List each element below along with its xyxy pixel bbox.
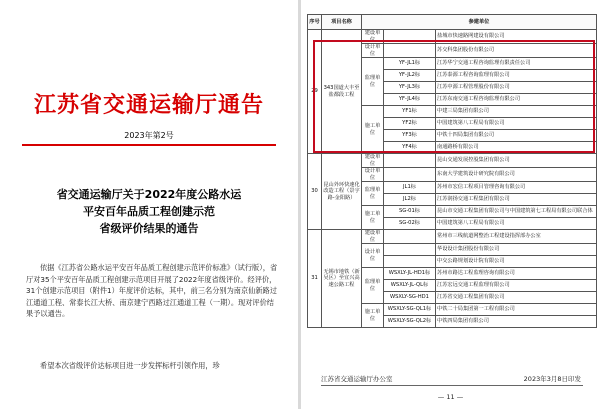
section-cell: [384, 154, 436, 168]
section-cell: [384, 168, 436, 182]
unit-cell: 盐城市快速路网建设有限公司: [436, 30, 597, 44]
role-cell: 建设单位: [362, 230, 384, 244]
footer: [321, 374, 591, 383]
role-cell: 设计单位: [362, 168, 384, 182]
notice-title-line-2: 平安百年品质工程创建示范: [83, 205, 215, 218]
role-cell: 施工单位: [362, 304, 384, 328]
section-cell: YF3标: [384, 130, 436, 142]
unit-cell: 中铁二十局集团第一工程有限公司: [436, 304, 597, 316]
section-cell: YF-JL3标: [384, 82, 436, 94]
section-cell: JL1标: [384, 182, 436, 194]
notice-title-line-3: 省级评价结果的通告: [99, 222, 199, 235]
header-project: 项目名称: [322, 15, 362, 30]
section-cell: [384, 230, 436, 244]
unit-cell: 江苏省交通工程集团有限公司: [436, 292, 597, 304]
unit-cell: 江苏润扬交通工程集团有限公司: [436, 194, 597, 206]
unit-cell: 中铁十四局集团有限公司: [436, 130, 597, 142]
unit-cell: 昆山市交通工程集团有限公司与中国建筑第七工程局有限公司联合体: [436, 206, 597, 218]
unit-cell: 苏州市路达工程监理咨询有限公司: [436, 268, 597, 280]
unit-cell: 江苏华宁交通工程咨询监理有限责任公司: [436, 58, 597, 70]
right-page: [301, 0, 600, 409]
section-cell: WSXLY-SG-QL2标: [384, 316, 436, 328]
unit-cell: 南通路桥有限公司: [436, 142, 597, 154]
red-divider: [22, 144, 276, 146]
body-paragraph-2: 希望本次省级评价达标项目进一步发挥标杆引领作用，珍: [40, 361, 220, 370]
header-units: 参建单位: [362, 15, 597, 30]
group-number: 31: [308, 230, 322, 328]
section-cell: YF-JL2标: [384, 70, 436, 82]
section-cell: [384, 244, 436, 256]
section-cell: WSXLY-JL-QL标: [384, 280, 436, 292]
highlight-box: [313, 40, 595, 153]
role-cell: 施工单位: [362, 106, 384, 154]
section-cell: YF4标: [384, 142, 436, 154]
section-cell: [384, 256, 436, 268]
project-name: 343国道大丰至盐都段工程: [322, 30, 362, 154]
role-cell: 建设单位: [362, 30, 384, 44]
body-paragraph-1: 依据《江苏省公路水运平安百年品质工程创建示范评价标准》（试行版），省厅对35个平安百年品质工程创建示范项目开展了2022年度省级评价。经评价，31个创建示范项目（附件1）年度评价达标，其中，前三名分别为南京仙新路过江通道工程、常泰长江大桥、南京建宁西路过江通道工程（一期）。现对评价结果予以通告。: [26, 263, 278, 318]
section-cell: YF-JL1标: [384, 58, 436, 70]
notice-header: 江苏省交通运输厅通告: [33, 93, 264, 118]
section-cell: SG-02标: [384, 218, 436, 230]
role-cell: 监理单位: [362, 58, 384, 106]
section-cell: YF2标: [384, 118, 436, 130]
role-cell: 监理单位: [362, 182, 384, 206]
unit-cell: 东南大学建筑设计研究院有限公司: [436, 168, 597, 182]
page-number: — 11 —: [437, 393, 464, 401]
unit-cell: 苏交科集团股份有限公司: [436, 44, 597, 58]
role-cell: 监理单位: [362, 268, 384, 304]
footer-issuer: 江苏省交通运输厅办公室: [321, 375, 393, 383]
role-cell: 设计单位: [362, 244, 384, 268]
unit-cell: 江苏宏远交通工程监理有限公司: [436, 280, 597, 292]
unit-cell: 昆山交通发展控股集团有限公司: [436, 154, 597, 168]
left-page: [0, 0, 298, 409]
unit-cell: 中交公路规划设计院有限公司: [436, 256, 597, 268]
section-cell: JL2标: [384, 194, 436, 206]
unit-cell: 中国建筑第八工程局有限公司: [436, 218, 597, 230]
table-header-row: [308, 15, 597, 30]
section-cell: WSXLY-SG-HD1: [384, 292, 436, 304]
section-cell: SG-01标: [384, 206, 436, 218]
project-name: 无锡市地铁（新吴区）至宜兴高速公路工程: [322, 230, 362, 328]
role-cell: 设计单位: [362, 44, 384, 58]
doc-number: 2023年第2号: [124, 131, 174, 140]
section-cell: YF-JL4标: [384, 94, 436, 106]
unit-cell: 江苏中源工程管理股份有限公司: [436, 82, 597, 94]
group-number: 29: [308, 30, 322, 154]
section-cell: WSXLY-JL-HD1标: [384, 268, 436, 280]
unit-cell: 苏州市宏信工程项目管理咨询有限公司: [436, 182, 597, 194]
footer-date: 2023年3月8日印发: [523, 375, 581, 383]
footer-line: [321, 385, 583, 386]
unit-cell: 常州市三线航道网整治工程建设指挥部办公室: [436, 230, 597, 244]
unit-cell: 江苏泰源工程咨询监理有限公司: [436, 70, 597, 82]
header-no: 序号: [308, 15, 322, 30]
project-name: 昆山外环快速化改造工程（景宇路-金阳路）: [322, 154, 362, 230]
unit-cell: 华设设计集团股份有限公司: [436, 244, 597, 256]
section-cell: WSXLY-SG-QL1标: [384, 304, 436, 316]
role-cell: 施工单位: [362, 206, 384, 230]
unit-cell: 中国建筑第八工程局有限公司: [436, 118, 597, 130]
notice-title-line-1: 省交通运输厅关于2022年度公路水运: [56, 188, 242, 201]
unit-cell: 中铁四局集团有限公司: [436, 316, 597, 328]
section-cell: YF1标: [384, 106, 436, 118]
unit-cell: 江苏东南交通工程咨询监理有限公司: [436, 94, 597, 106]
group-number: 30: [308, 154, 322, 230]
table-row: [308, 230, 597, 244]
unit-cell: 中建三局集团有限公司: [436, 106, 597, 118]
table-row: [308, 154, 597, 168]
role-cell: 建设单位: [362, 154, 384, 168]
